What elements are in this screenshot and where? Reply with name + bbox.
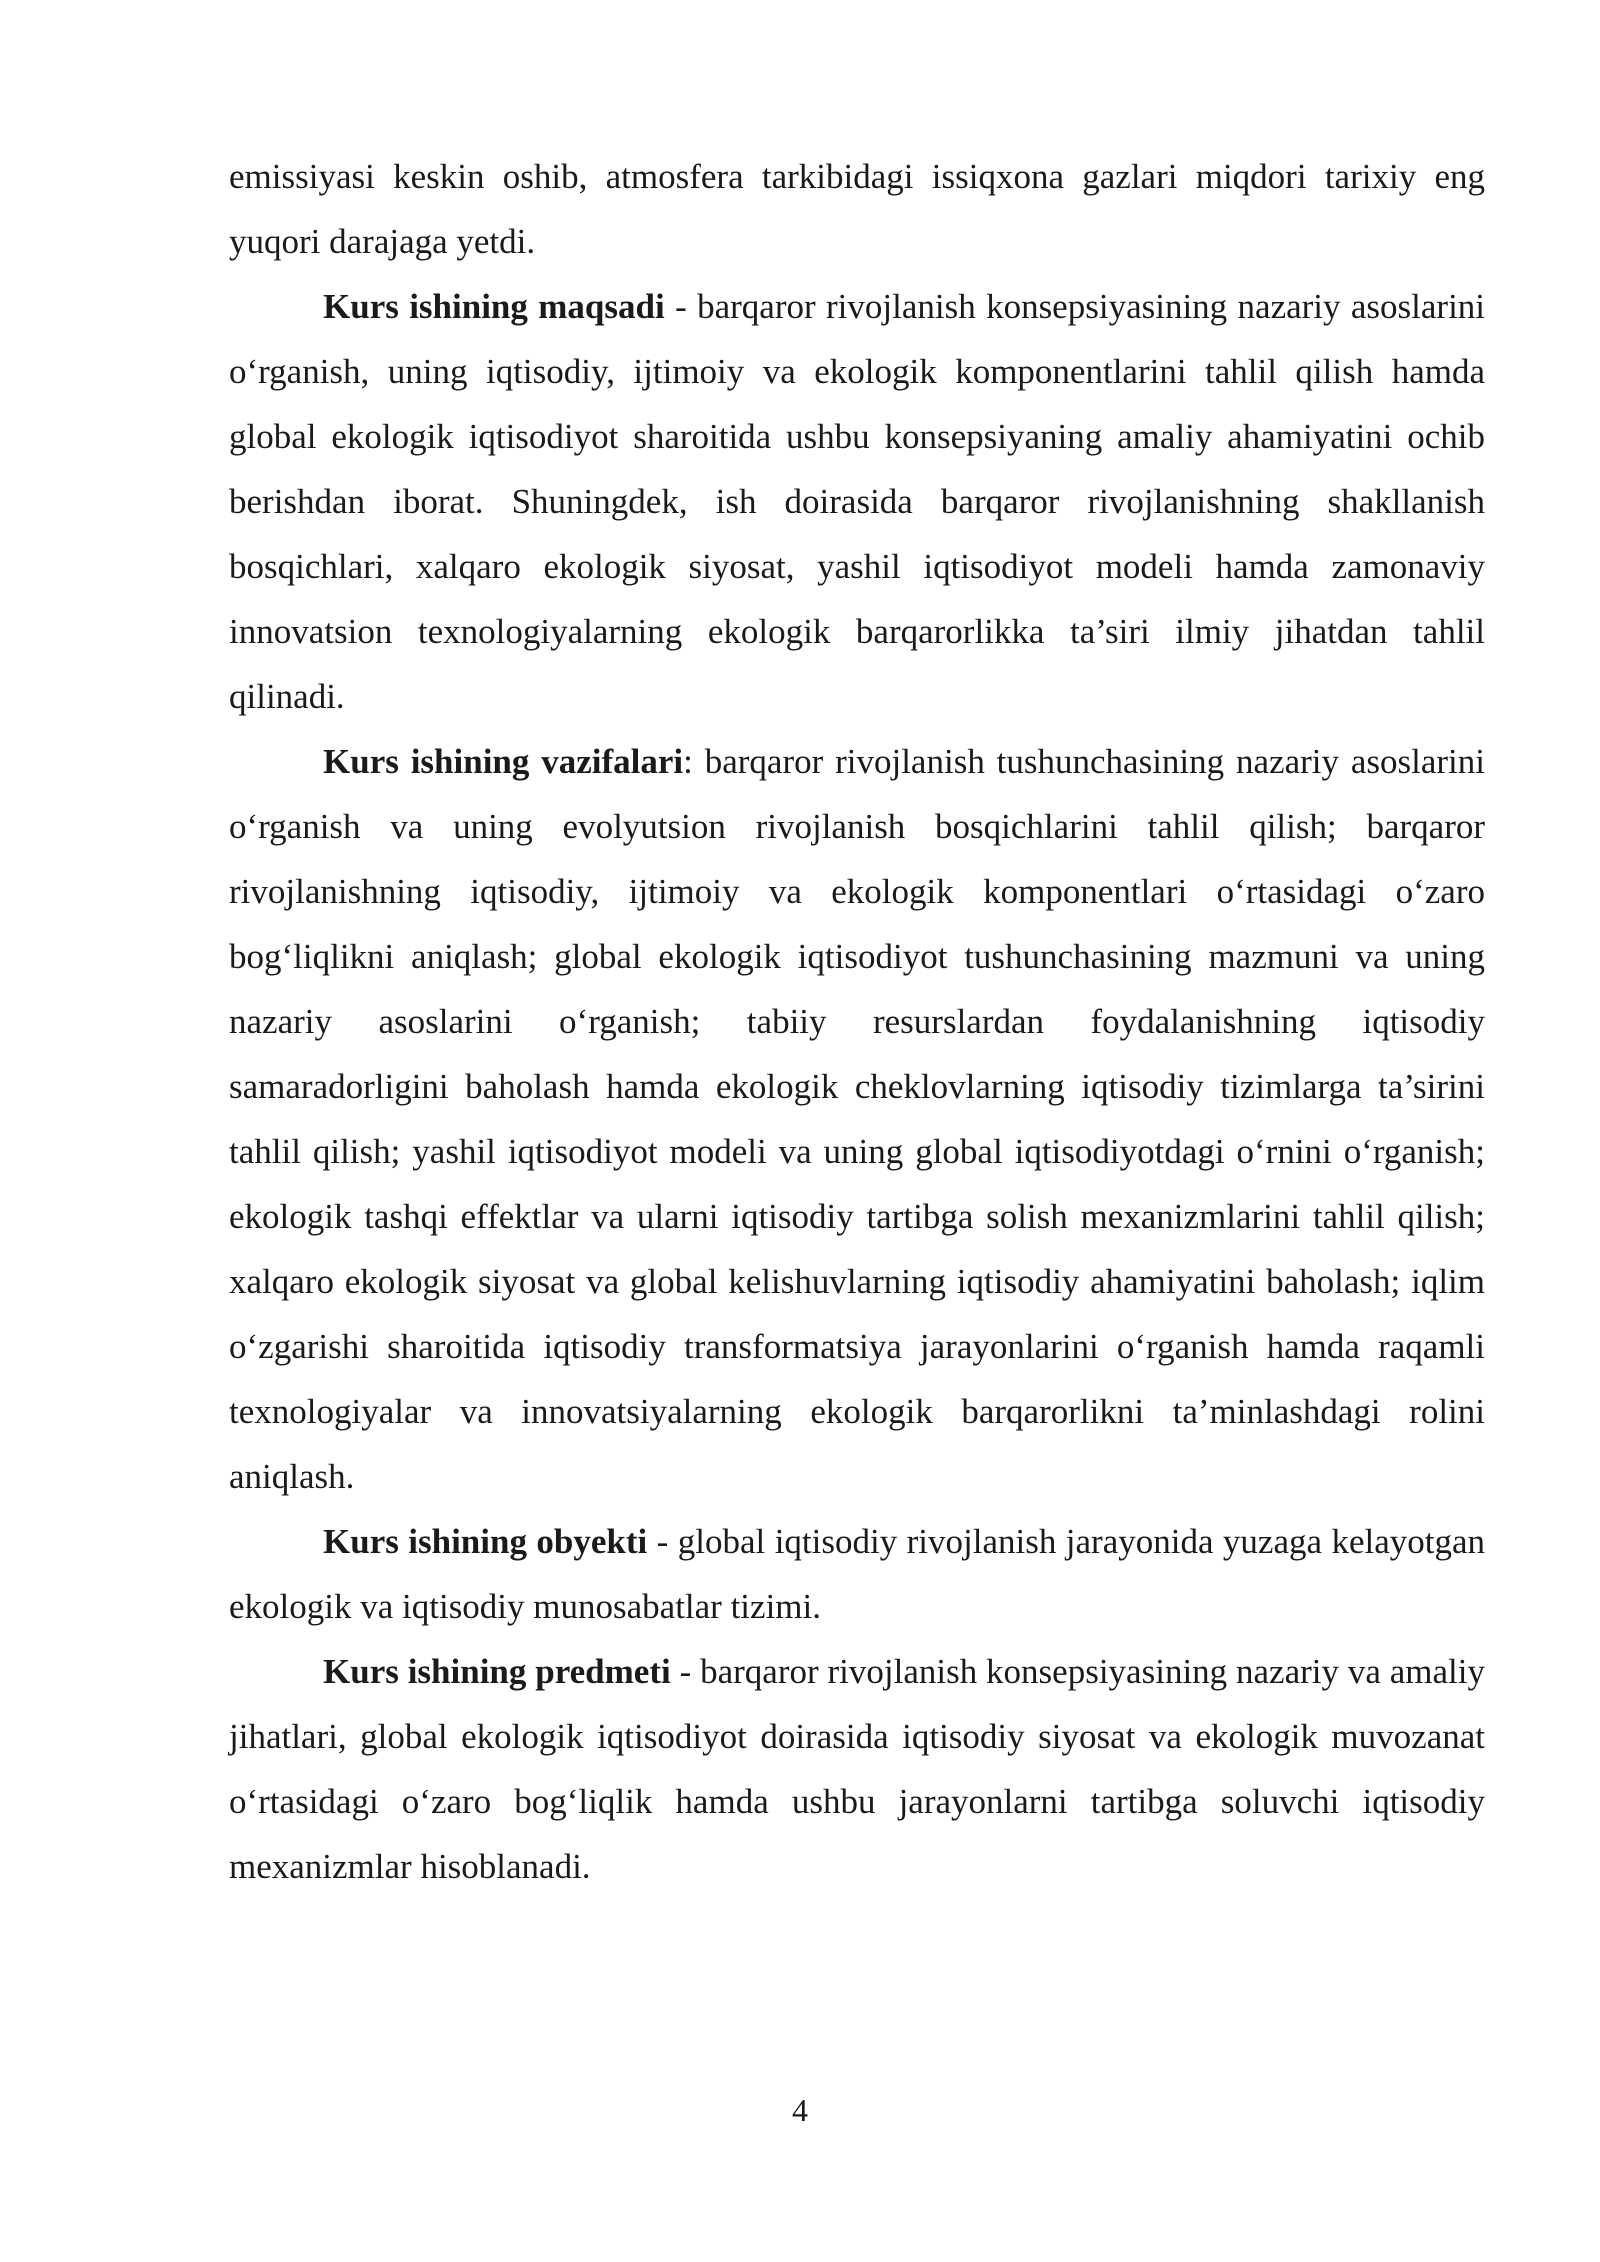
paragraph-term: Kurs ishining maqsadi — [323, 287, 665, 326]
paragraph-term: Kurs ishining vazifalari — [323, 742, 684, 781]
paragraph-text: barqaror rivojlanish tushunchasining nazariy asoslarini o‘rganish va uning evolyutsion rivojlanish bosqichlarini tahlil qilish; barqaror rivojlanishning iqtisodiy, ijtimoiy va ekologik komponentlari o‘rtasidagi o‘zaro bog‘liqlikni aniqlash; global ekologik iqtisodiyot tushunchasining mazmuni va uning nazariy asoslarini o‘rganish; tabiiy resurslardan foydalanishning iqtisodiy samaradorligini baholash hamda ekologik cheklovlarning iqtisodiy tizimlarga ta’sirini tahlil qilish; yashil iqtisodiyot modeli va uning global iqtisodiyotdagi o‘rnini o‘rganish; ekologik tashqi effektlar va ularni iqtisodiy tartibga solish mexanizmlarini tahlil qilish; xalqaro ekologik siyosat va global kelishuvlarning iqtisodiy ahamiyatini baholash; iqlim o‘zgarishi sharoitida iqtisodiy transformatsiya jarayonlarini o‘rganish hamda raqamli texnologiyalar va innovatsiyalarning ekologik barqarorlikni ta’minlashdagi rolini aniqlash. — [229, 742, 1485, 1496]
page-number: 4 — [792, 2092, 808, 2128]
paragraph-goal — [229, 274, 1485, 729]
paragraph-tasks — [229, 729, 1485, 1509]
paragraph-text: global iqtisodiy rivojlanish jarayonida yuzaga kelayotgan ekologik va iqtisodiy munosabatlar tizimi. — [229, 1522, 1486, 1626]
paragraph-text: emissiyasi keskin oshib, atmosfera tarkibidagi issiqxona gazlari miqdori tarixiy eng yuqori darajaga yetdi. — [229, 157, 1485, 261]
paragraph-text: barqaror rivojlanish konsepsiyasining nazariy va amaliy jihatlari, global ekologik iqtisodiyot doirasida iqtisodiy siyosat va ekologik muvozanat o‘rtasidagi o‘zaro bog‘liqlik hamda ushbu jarayonlarni tartibga soluvchi iqtisodiy mexanizmlar hisoblanadi. — [229, 1652, 1486, 1886]
paragraph-term: Kurs ishining obyekti — [323, 1522, 648, 1561]
paragraph-term: Kurs ishining predmeti — [323, 1652, 671, 1691]
paragraph-subject — [229, 1639, 1485, 1899]
paragraph-separator: - — [647, 1522, 678, 1561]
paragraph-separator: - — [664, 287, 698, 326]
paragraph-separator: : — [683, 742, 705, 781]
paragraph-continuation — [229, 144, 1485, 274]
paragraph-object — [229, 1509, 1485, 1639]
paragraph-separator: - — [670, 1652, 701, 1691]
paragraph-text: barqaror rivojlanish konsepsiyasining nazariy asoslarini o‘rganish, uning iqtisodiy, ijtimoiy va ekologik komponentlarini tahlil qilish hamda global ekologik iqtisodiyot sharoitida ushbu konsepsiyaning amaliy ahamiyatini ochib berishdan iborat. Shuningdek, ish doirasida barqaror rivojlanishning shakllanish bosqichlari, xalqaro ekologik siyosat, yashil iqtisodiyot modeli hamda zamonaviy innovatsion texnologiyalarning ekologik barqarorlikka ta’siri ilmiy jihatdan tahlil qilinadi. — [229, 287, 1486, 716]
document-body — [229, 144, 1485, 1899]
